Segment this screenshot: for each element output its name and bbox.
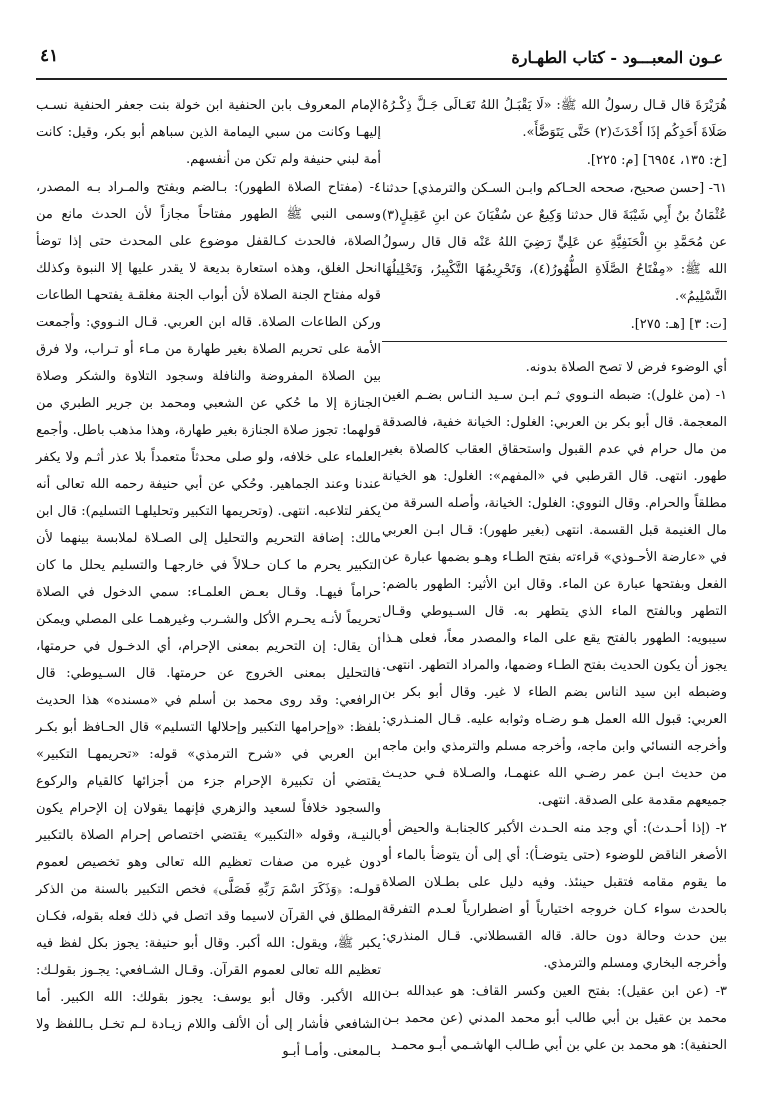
- running-title: عـون المعبـــود - كتاب الطهـارة: [511, 48, 723, 67]
- left-column: [36, 92, 381, 1066]
- page-header: [36, 44, 727, 80]
- paragraph: ١- (من غلول): ضبطه النـووي ثـم ابـن سـيد النـاس بضـم الغين المعجمة. قال أبو بكر بن العربي: الغلول: الخيانة خفية، فالصدقة من مال حرام في عدم القبول واستحقاق العقاب كالصلاة بغير طهور. انتهى. قال القرطبي في «المفهم»: الغلول: هو الخيانة مطلقاً والحرام. وقال النووي: الغلول: الخيانة، وأصله السرقة من مال الغنيمة قبل القسمة. انتهى (بغير طهور): قـال ابـن العربي في «عارضة الأحـوذي» قراءته بفتح الطـاء وهـو بضمها عبارة عن الفعل وبفتحها عبارة عن الماء. وقال ابن الأثير: الطهور بالضم: التطهر وبالفتح الماء الذي يتطهر به. قال السـيوطي وقـال سيبويه: الطهور بالفتح يقع على الماء والمصدر معاً، فعلى هـذا يجوز أن يكون الحديث بفتح الطـاء وضمها، والمراد التطهر. انتهى. وضبطه ابن سيد الناس بضم الطاء لا غير. وقال أبو بكر بن العربي: قبول الله العمل هـو رضـاه وثوابه عليه. قـال المنـذري: وأخرجه النسائي وابن ماجه، وأخرجه مسلم والترمذي وابن ماجه من حديث ابـن عمر رضـي الله عنهمـا، والصـلاة فـي حديـث جميعهم مقدمة على الصدقة. انتهى.: [382, 388, 727, 808]
- reference-line: [ت: ٣] [هـ: ٢٧٥].: [630, 317, 727, 332]
- paragraph: ٤- (مفتاح الصلاة الطهور): بـالضم وبفتح والمـراد بـه المصدر، وسمى النبي ﷺ الطهور مفتاحاً مجازاً لأن الحدث مانع من الصلاة، فالحدث كـالقفل موضوع على المحدث حتى إذا توضأ انحل الغلق، وهذه استعارة بديعة لا يقدر عليها إلا النبوة وكذلك قوله مفتاح الجنة الصلاة لأن أبواب الجنة مغلقـة يفتحهـا الطاعات وركن الطاعات الصلاة. قاله ابن العربي. قـال النـووي: وأجمعت الأمة على تحريم الصلاة بغير طهارة من مـاء أو تـراب، ولا فرق بين الصلاة المفروضة والنافلة وسجود التلاوة والشكر وصلاة الجنازة إلا ما حُكي عن الشعبي ومحمد بن جرير الطبري من قولهما: تجوز صلاة الجنازة بغير طهارة، وهذا مذهب باطل. وأجمع العلماء على خلافه، ولو صلى محدثاً متعمداً بلا عذر أثـم ولا يكفر عندنا وعند الجماهير. وحُكي عن أبي حنيفة رحمه الله تعالى أنه يكفر لتلاعبه. انتهى. (وتحريمها التكبير وتحليلهـا التسليم): قال ابن مالك: إضافة التحريم والتحليل إلى الصـلاة لملابسة بينهما لأن التكبير يحرم ما كـان حـلالاً في خارجهـا والتسليم يحلل ما كان حراماً فيهـا. وقـال بعـض العلمـاء: سمي الدخول في الصلاة تحريماً لأنـه يحـرم الأكل والشـرب وغيرهمـا على المصلي ويمكن أن يقال: إن التحريم بمعنى الإحرام، أي الدخـول في حرمتها، فالتحليل بمعنى الخروج عن حرمتها. قال السـيوطي: قال الرافعي: وقد روى محمد بن أسلم في «مسنده» هذا الحديث بلفظ: «وإحرامها التكبير وإحلالها التسليم» قال الحـافظ أبو بكـر ابن العربي في «شرح الترمذي» قوله: «تحريمهـا التكبير» يقتضي أن تكبيرة الإحرام جزء من أجزائها كالقيام والركوع والسجود خلافاً لسعيد والزهري فإنهما يقولان إن الإحرام يكون بالنيـة، وقوله «التكبير» يقتضي اختصاص إحرام الصلاة بالتكبير دون غيره من صفات تعظيم الله تعالى وهو تخصيص لعموم قولـه: ﴿وَذَكَرَ اسْمَ رَبِّهِ فَصَلَّى﴾ فخص التكبير بالسنة من الذكر المطلق في القرآن لاسيما وقد اتصل في ذلك فعله بقوله، فكـان يكبر ﷺ، ويقول: الله أكبر. وقال أبو حنيفة: يجوز بكل لفظ فيه تعظيم الله تعالى لعموم القرآن. وقـال الشـافعي: يجـوز بقولـك: الله الأكبر. وقال أبو يوسف: يجوز بقولك: الله الكبير. أما الشافعي فأشار إلى أن الألف واللام زيـادة لـم تخـل بـاللفظ ولا بـالمعنى. وأمـا أبـو: [36, 180, 381, 1059]
- section-divider: [382, 341, 727, 342]
- paragraph: ٢- (إذا أحـدث): أي وجد منه الحـدث الأكبر كالجنابـة والحيض أو الأصغر الناقض للوضوء (حتى يتوضـأ): أي إلى أن يتوضأ بالماء أو ما يقوم مقامه فتقبل حينئذ. وفيه دليل على بطـلان الصلاة بالحدث سواء كـان خروجه اختيارياً أو اضطرارياً لعـدم التفرقة بين حدث وحالة دون حالة. قاله القسطلاني. قـال المنذري: وأخرجه البخاري ومسلم والترمذي.: [382, 821, 727, 971]
- paragraph: ٦١- [حسن صحيح، صححه الحـاكم وابـن السـكن والترمذي] حدثنا عُثْمَانُ بنُ أَبِي شَيْبَةَ قال حدثنا وَكِيعٌ عن سُفْيَانَ عن ابنِ عَقِيلٍ(٣) عن مُحَمَّدِ بنِ الْحَنَفِيَّةِ عن عَلِيٍّ رَضِيَ اللهُ عَنْه قال قال رسولُ الله ﷺ: «مِفْتَاحُ الصَّلَاةِ الطُّهُورُ(٤)، وَتَحْرِيمُهَا التَّكْبِيرُ، وَتَحْلِيلُهَا التَّسْلِيمُ».: [382, 181, 727, 304]
- right-column: [382, 92, 727, 1060]
- paragraph: ٣- (عن ابن عقيل): بفتح العين وكسر القاف: هو عبدالله بـن محمد بن عقيل بن أبي طالب أبو محمد المدني (عن محمد بـن الحنفية): هو محمد بن علي بن أبي طـالب الهاشـمي أبـو محمـد: [382, 984, 727, 1053]
- page-number: ٤١: [40, 46, 59, 66]
- paragraph: أي الوضوء فرض لا تصح الصلاة بدونه.: [525, 360, 727, 375]
- paragraph: هُرَيْرَةَ قال قـال رسولُ الله ﷺ: «لَا يَقْبَـلُ اللهُ تَعَـالَى جَـلَّ ذِكْـرُهُ صَلَاةَ أَحَدِكُم إذَا أَحْدَثَ(٢) حَتَّى يَتَوَضَّأَ».: [382, 98, 727, 140]
- reference-line: [خ: ١٣٥، ٦٩٥٤] [م: ٢٢٥].: [586, 153, 727, 168]
- paragraph: الإمام المعروف بابن الحنفية ابن خولة بنت جعفر الحنفية نسـب إليهـا وكانت من سبي اليمامة الذين سباهم أبو بكر، وقيل: كانت أمة لبني حنيفة ولم تكن من أنفسهم.: [36, 98, 381, 167]
